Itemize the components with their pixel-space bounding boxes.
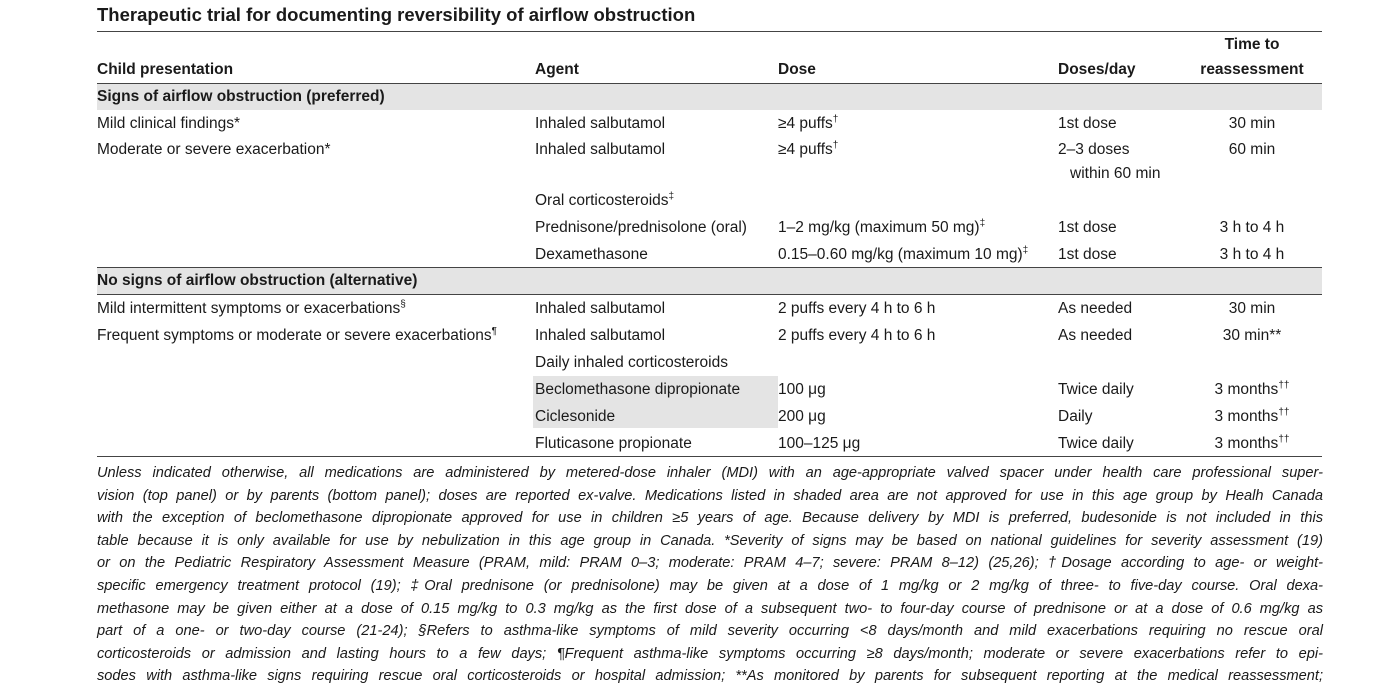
cell-doses: Daily — [1058, 408, 1093, 425]
section-mark: § — [400, 299, 406, 310]
header-agent: Agent — [535, 61, 579, 78]
footnote-line: or on the Pediatric Respiratory Assessment Measure (PRAM, mild: PRAM 0–3; moderate: PRAM 4–7; severe: PRAM 8–12) (25,26); †Dosage according to age- or weight- — [97, 555, 1323, 572]
cell-doses: Twice daily — [1058, 435, 1134, 452]
cell-presentation: Mild intermittent symptoms or exacerbations§ — [97, 299, 406, 317]
pilcrow-mark: ¶ — [491, 326, 497, 337]
cell-time: 3 h to 4 h — [1219, 219, 1285, 236]
header-dose: Dose — [778, 61, 816, 78]
cell-dose: ≥4 puffs† — [778, 114, 839, 132]
cell-time: 3 months†† — [1214, 380, 1290, 398]
footnote-line: part of a one- or two-day course (21-24); §Refers to asthma-like symptoms of mild severity occurring <8 days/month and mild exacerbations requiring no rescue oral — [97, 623, 1323, 640]
header-doses-per-day: Doses/day — [1058, 61, 1136, 78]
header-time-line1: Time to — [1224, 36, 1280, 53]
cell-dose: 100–125 μg — [778, 435, 861, 452]
cell-agent: Dexamethasone — [535, 246, 648, 263]
cell-dose: 100 μg — [778, 381, 826, 398]
cell-doses: 1st dose — [1058, 246, 1117, 263]
cell-time: 3 months†† — [1214, 407, 1290, 425]
cell-doses: As needed — [1058, 300, 1133, 317]
cell-dose: 200 μg — [778, 408, 826, 425]
bottom-rule — [97, 456, 1322, 457]
cell-doses-line2: within 60 min — [1070, 165, 1161, 182]
cell-time: 30 min — [1228, 115, 1276, 132]
cell-agent: Inhaled salbutamol — [535, 115, 666, 132]
table-footnotes — [97, 462, 1323, 688]
footnote-line: table because it is only available for use by nebulization in this age group in Canada. *Severity of signs may be based on national guidelines for severity assessment (19) — [97, 532, 1323, 549]
cell-dose: 0.15–0.60 mg/kg (maximum 10 mg)‡ — [778, 245, 1029, 263]
double-dagger-mark: ‡ — [1022, 245, 1029, 256]
cell-dose: ≥4 puffs† — [778, 140, 839, 158]
section-rule — [97, 294, 1322, 295]
footnote-line: with the exception of beclomethasone dipropionate approved for use in children ≥5 years of age. Because delivery by MDI is preferred, budesonide is not included in this — [97, 510, 1323, 527]
cell-dose: 2 puffs every 4 h to 6 h — [778, 327, 936, 344]
dagger-mark: † — [832, 140, 839, 151]
cell-agent: Inhaled salbutamol — [535, 300, 666, 317]
footnote-line: sodes with asthma-like signs requiring rescue oral corticosteroids or hospital admission; **As monitored by parents for subsequent reporting at the medical reassessment; — [97, 668, 1323, 685]
double-dagger-pair-mark: †† — [1278, 380, 1290, 391]
cell-presentation: Moderate or severe exacerbation* — [97, 141, 331, 158]
footnote-line: specific emergency treatment protocol (19); ‡Oral prednisone (or prednisolone) may be given at a dose of 1 mg/kg or 2 mg/kg of three- to five-day course. Oral dexa- — [97, 577, 1323, 594]
cell-doses: Twice daily — [1058, 381, 1134, 398]
cell-agent: Ciclesonide — [535, 408, 616, 425]
cell-agent: Daily inhaled corticosteroids — [535, 354, 728, 371]
cell-doses-line1: 2–3 doses — [1058, 141, 1130, 158]
cell-agent: Oral corticosteroids‡ — [535, 191, 675, 209]
double-dagger-mark: ‡ — [979, 218, 986, 229]
cell-dose: 1–2 mg/kg (maximum 50 mg)‡ — [778, 218, 986, 236]
cell-time: 3 h to 4 h — [1219, 246, 1285, 263]
footnote-line: methasone may be given either at a dose of 0.15 mg/kg to 0.3 mg/kg as the first dose of a subsequent two- to four-day course of prednisone or at a dose of 0.6 mg/kg as — [97, 600, 1323, 617]
double-dagger-pair-mark: †† — [1278, 434, 1290, 445]
cell-time: 30 min — [1228, 300, 1276, 317]
table-title: Therapeutic trial for documenting reversibility of airflow obstruction — [97, 4, 696, 25]
cell-agent: Inhaled salbutamol — [535, 327, 666, 344]
header-time-line2: reassessment — [1200, 61, 1304, 78]
section-heading-preferred: Signs of airflow obstruction (preferred) — [97, 88, 385, 105]
top-rule — [97, 31, 1322, 32]
footnote-line: Unless indicated otherwise, all medications are administered by metered-dose inhaler (MDI) with an age-appropriate valved spacer under health care professional super- — [97, 465, 1323, 481]
double-dagger-pair-mark: †† — [1278, 407, 1290, 418]
cell-time: 30 min** — [1222, 327, 1282, 344]
cell-dose: 2 puffs every 4 h to 6 h — [778, 300, 936, 317]
section-heading-alternative: No signs of airflow obstruction (alternative) — [97, 272, 418, 289]
cell-doses: 1st dose — [1058, 219, 1117, 236]
cell-presentation: Frequent symptoms or moderate or severe exacerbations¶ — [97, 326, 497, 344]
dagger-mark: † — [832, 114, 839, 125]
cell-agent: Fluticasone propionate — [535, 435, 692, 452]
cell-doses: As needed — [1058, 327, 1133, 344]
cell-agent: Inhaled salbutamol — [535, 141, 666, 158]
cell-agent: Prednisone/prednisolone (oral) — [535, 219, 747, 236]
cell-doses: 1st dose — [1058, 115, 1117, 132]
cell-time: 3 months†† — [1214, 434, 1290, 452]
footnote-line: vision (top panel) or by parents (bottom panel); doses are reported ex-valve. Medications listed in shaded area are not approved for use in this age group by Healh Canada — [97, 487, 1323, 504]
header-presentation: Child presentation — [97, 61, 234, 78]
cell-presentation: Mild clinical findings* — [97, 115, 241, 132]
cell-agent: Beclomethasone dipropionate — [535, 381, 741, 398]
footnote-line: corticosteroids or admission and lasting hours to a few days; ¶Frequent asthma-like symptoms occurring ≥8 days/month; moderate or severe exacerbations refer to epi- — [97, 645, 1323, 662]
double-dagger-mark: ‡ — [668, 191, 675, 202]
cell-time: 60 min — [1228, 141, 1276, 158]
